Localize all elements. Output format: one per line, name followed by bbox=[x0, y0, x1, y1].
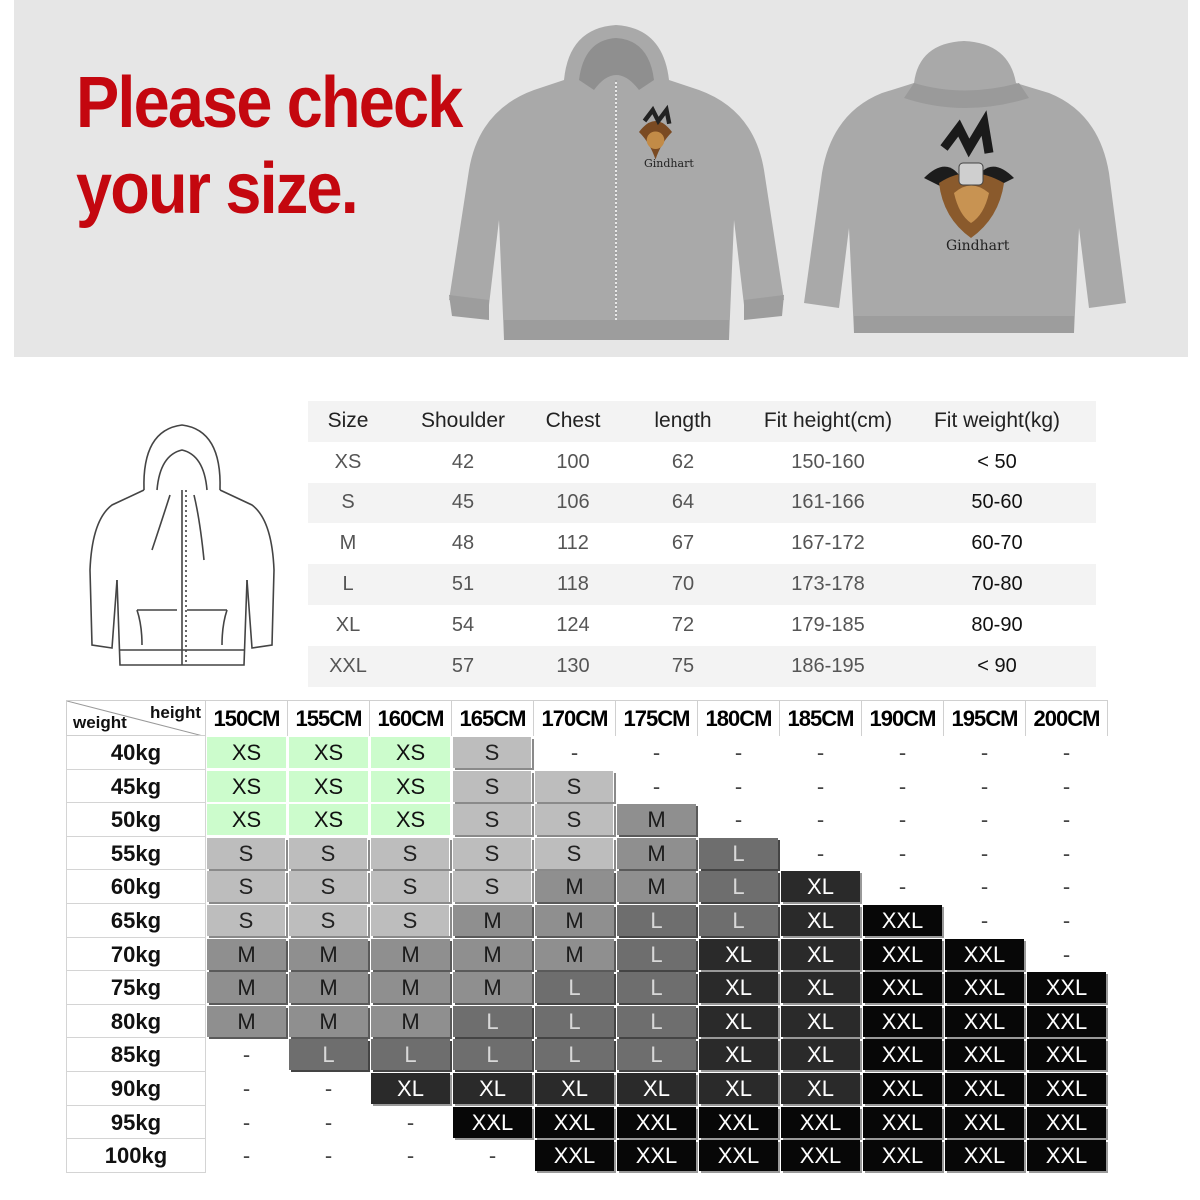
size-chart-cell: L bbox=[371, 1039, 450, 1070]
chart-corner bbox=[66, 700, 206, 736]
size-chart-cell: L bbox=[617, 905, 696, 936]
spec-cell: 45 bbox=[451, 491, 475, 514]
size-chart-cell: - bbox=[1062, 941, 1071, 967]
size-chart-cell: - bbox=[1062, 740, 1071, 765]
size-chart-cell: XS bbox=[289, 737, 368, 768]
spec-row-s bbox=[308, 483, 1096, 524]
size-chart-cell: - bbox=[242, 1143, 251, 1169]
size-chart-cell: - bbox=[734, 773, 743, 799]
size-chart-cell: M bbox=[289, 939, 368, 970]
weight-row-label: 90kg bbox=[66, 1072, 206, 1106]
size-chart-cell: S bbox=[535, 804, 614, 835]
size-chart-cell: - bbox=[980, 874, 989, 900]
size-chart-cell: - bbox=[1062, 840, 1071, 866]
spec-cell: 186-195 bbox=[791, 654, 865, 677]
spec-header-fit-height: Fit height(cm) bbox=[763, 409, 893, 433]
size-chart-cell: - bbox=[324, 1076, 333, 1101]
size-chart-cell: L bbox=[617, 972, 696, 1003]
height-header-cell: 180CM bbox=[698, 700, 780, 736]
spec-cell: M bbox=[339, 532, 357, 555]
spec-cell: 50-60 bbox=[971, 491, 1023, 514]
size-chart-cell: S bbox=[453, 871, 532, 902]
size-chart-cell: XL bbox=[781, 871, 860, 902]
size-chart-cell: S bbox=[371, 838, 450, 869]
size-chart-cell: XXL bbox=[945, 972, 1024, 1003]
spec-row-m bbox=[308, 523, 1096, 564]
spec-cell: 112 bbox=[557, 532, 589, 555]
size-chart-cell: M bbox=[289, 972, 368, 1003]
size-chart-cell: - bbox=[816, 840, 825, 866]
spec-cell: < 90 bbox=[977, 654, 1017, 677]
size-chart-cell: XS bbox=[289, 771, 368, 802]
size-chart-cell: - bbox=[898, 807, 907, 833]
size-chart-cell: XL bbox=[699, 972, 778, 1003]
size-chart-cell: XS bbox=[207, 737, 286, 768]
size-chart-cell: S bbox=[371, 871, 450, 902]
size-chart-cell: XL bbox=[781, 972, 860, 1003]
size-chart-cell: - bbox=[980, 908, 989, 933]
size-chart-cell: XL bbox=[699, 939, 778, 970]
spec-cell: 70 bbox=[671, 573, 695, 596]
spec-cell: 161-166 bbox=[791, 491, 865, 514]
weight-row-label: 50kg bbox=[66, 803, 206, 837]
spec-cell: 179-185 bbox=[791, 613, 865, 636]
size-chart-cell: S bbox=[453, 804, 532, 835]
size-chart-cell: - bbox=[570, 740, 579, 765]
headline-line-1: Please check bbox=[76, 63, 462, 143]
size-chart-cell: M bbox=[535, 871, 614, 902]
height-header-cell: 165CM bbox=[452, 700, 534, 736]
size-chart-cell: XXL bbox=[863, 905, 942, 936]
size-chart-cell: M bbox=[617, 804, 696, 835]
size-chart-cell: XXL bbox=[1027, 1140, 1106, 1171]
size-chart-cell: XL bbox=[781, 1073, 860, 1104]
spec-row-l bbox=[308, 564, 1096, 605]
size-chart-cell: XXL bbox=[945, 1039, 1024, 1070]
size-chart-cell: XS bbox=[289, 804, 368, 835]
spec-cell: 64 bbox=[671, 491, 695, 514]
size-chart-cell: XL bbox=[699, 1039, 778, 1070]
spec-cell: 100 bbox=[556, 450, 590, 473]
spec-cell: 72 bbox=[671, 613, 695, 636]
spec-cell: 75 bbox=[671, 654, 695, 677]
size-chart-cell: XXL bbox=[863, 1073, 942, 1104]
size-chart-cell: XL bbox=[699, 1006, 778, 1037]
spec-cell: XXL bbox=[329, 654, 367, 677]
size-chart-cell: XXL bbox=[1027, 1039, 1106, 1070]
size-chart-cell: M bbox=[207, 1006, 286, 1037]
spec-row-xs bbox=[308, 442, 1096, 483]
size-chart-cell: - bbox=[488, 1143, 497, 1169]
size-chart-cell: XXL bbox=[699, 1140, 778, 1171]
headline-line-2: your size. bbox=[76, 149, 357, 229]
size-chart-cell: - bbox=[816, 773, 825, 799]
size-chart-cell: XXL bbox=[863, 972, 942, 1003]
spec-cell: 57 bbox=[451, 654, 475, 677]
size-chart-cell: M bbox=[207, 939, 286, 970]
size-chart-cell: - bbox=[1062, 874, 1071, 900]
size-chart-cell: XXL bbox=[863, 1107, 942, 1138]
spec-cell: 48 bbox=[451, 532, 475, 555]
height-header-cell: 155CM bbox=[288, 700, 370, 736]
spec-cell: S bbox=[341, 491, 355, 514]
size-chart-cell: M bbox=[371, 939, 450, 970]
size-chart-cell: XS bbox=[371, 737, 450, 768]
size-chart-cell: - bbox=[406, 1109, 415, 1135]
size-chart-cell: S bbox=[207, 838, 286, 869]
spec-cell: 54 bbox=[451, 613, 475, 636]
spec-row-xxl bbox=[308, 646, 1096, 687]
spec-cell: L bbox=[342, 573, 354, 596]
size-chart-cell: - bbox=[734, 740, 743, 765]
size-chart-cell: XL bbox=[371, 1073, 450, 1104]
spec-cell: 42 bbox=[451, 450, 475, 473]
weight-row-label: 80kg bbox=[66, 1005, 206, 1039]
spec-cell: 62 bbox=[671, 450, 695, 473]
spec-cell: 124 bbox=[556, 613, 590, 636]
size-chart-cell: XXL bbox=[617, 1107, 696, 1138]
size-chart-cell: M bbox=[453, 972, 532, 1003]
size-chart-cell: XXL bbox=[453, 1107, 532, 1138]
height-header-cell: 185CM bbox=[780, 700, 862, 736]
spec-cell: < 50 bbox=[977, 450, 1017, 473]
size-chart-cell: M bbox=[535, 939, 614, 970]
size-chart-cell: - bbox=[980, 840, 989, 866]
size-chart-cell: M bbox=[371, 1006, 450, 1037]
size-chart-cell: XXL bbox=[699, 1107, 778, 1138]
weight-row-label: 65kg bbox=[66, 904, 206, 938]
size-chart-cell: XXL bbox=[863, 1039, 942, 1070]
spec-cell: 150-160 bbox=[791, 450, 865, 473]
size-chart-cell: L bbox=[617, 939, 696, 970]
size-chart-cell: - bbox=[652, 740, 661, 765]
size-chart-cell: - bbox=[734, 807, 743, 833]
size-chart-cell: XXL bbox=[945, 1107, 1024, 1138]
spec-header-shoulder: Shoulder bbox=[420, 409, 506, 433]
hoodie-back-photo bbox=[804, 38, 1129, 338]
spec-cell: XS bbox=[334, 450, 362, 473]
weight-row-label: 75kg bbox=[66, 971, 206, 1005]
size-chart-cell: M bbox=[453, 939, 532, 970]
size-chart-cell: S bbox=[289, 905, 368, 936]
weight-row-label: 45kg bbox=[66, 770, 206, 804]
size-chart-cell: XXL bbox=[781, 1140, 860, 1171]
spec-cell: 167-172 bbox=[791, 532, 865, 555]
height-header-cell: 190CM bbox=[862, 700, 944, 736]
height-header-cell: 160CM bbox=[370, 700, 452, 736]
size-chart-cell: M bbox=[371, 972, 450, 1003]
size-chart-cell: S bbox=[453, 737, 532, 768]
spec-header-length: length bbox=[654, 409, 712, 433]
product-banner bbox=[14, 0, 1188, 357]
size-chart-cell: S bbox=[207, 905, 286, 936]
size-chart-cell: XL bbox=[617, 1073, 696, 1104]
hoodie-sketch-icon bbox=[82, 420, 282, 675]
weight-row-label: 95kg bbox=[66, 1106, 206, 1140]
size-chart-cell: - bbox=[816, 740, 825, 765]
size-chart-cell: XXL bbox=[945, 939, 1024, 970]
size-chart-cell: - bbox=[898, 773, 907, 799]
spec-header-chest: Chest bbox=[545, 409, 601, 433]
size-chart-cell: - bbox=[1062, 807, 1071, 833]
size-chart-cell: L bbox=[617, 1039, 696, 1070]
size-chart-cell: XXL bbox=[535, 1107, 614, 1138]
size-chart-cell: XL bbox=[781, 1039, 860, 1070]
size-chart-cell: XL bbox=[535, 1073, 614, 1104]
size-chart-cell: M bbox=[535, 905, 614, 936]
spec-cell: 80-90 bbox=[971, 613, 1023, 636]
size-chart-cell: S bbox=[289, 871, 368, 902]
size-chart-cell: XL bbox=[781, 1006, 860, 1037]
size-chart-cell: S bbox=[371, 905, 450, 936]
corner-height-label: height bbox=[150, 703, 201, 722]
size-chart-cell: L bbox=[535, 972, 614, 1003]
size-chart-cell: M bbox=[617, 838, 696, 869]
size-chart-cell: S bbox=[207, 871, 286, 902]
size-chart-cell: S bbox=[535, 771, 614, 802]
height-header-cell: 150CM bbox=[206, 700, 288, 736]
size-chart-cell: XS bbox=[371, 771, 450, 802]
size-chart-cell: XL bbox=[699, 1073, 778, 1104]
size-chart-cell: XXL bbox=[945, 1073, 1024, 1104]
size-chart-cell: XL bbox=[781, 905, 860, 936]
spec-cell: 173-178 bbox=[791, 573, 865, 596]
weight-row-label: 70kg bbox=[66, 938, 206, 972]
spec-header-row bbox=[308, 401, 1096, 442]
size-chart-cell: L bbox=[699, 838, 778, 869]
back-emblem-text: Gindhart bbox=[946, 238, 1010, 254]
size-chart-cell: XS bbox=[207, 804, 286, 835]
size-chart-cell: L bbox=[453, 1039, 532, 1070]
size-chart-cell: XXL bbox=[781, 1107, 860, 1138]
spec-cell: 70-80 bbox=[971, 573, 1023, 596]
size-chart-cell: L bbox=[289, 1039, 368, 1070]
height-header-cell: 200CM bbox=[1026, 700, 1108, 736]
size-chart-cell: - bbox=[406, 1143, 415, 1169]
size-chart-cell: L bbox=[699, 905, 778, 936]
size-chart-cell: - bbox=[242, 1076, 251, 1101]
size-chart-cell: L bbox=[699, 871, 778, 902]
size-chart-cell: S bbox=[535, 838, 614, 869]
size-chart-cell: S bbox=[453, 838, 532, 869]
size-chart-cell: L bbox=[535, 1039, 614, 1070]
size-chart-cell: - bbox=[898, 874, 907, 900]
size-chart-cell: L bbox=[617, 1006, 696, 1037]
spec-header-size: Size bbox=[327, 409, 369, 433]
size-chart-cell: XXL bbox=[863, 1140, 942, 1171]
size-chart-cell: - bbox=[242, 1042, 251, 1068]
size-chart-cell: - bbox=[1062, 773, 1071, 799]
size-chart-cell: XXL bbox=[945, 1006, 1024, 1037]
size-chart-cell: M bbox=[289, 1006, 368, 1037]
size-chart-cell: XXL bbox=[535, 1140, 614, 1171]
size-chart-cell: L bbox=[453, 1006, 532, 1037]
spec-cell: XL bbox=[335, 613, 361, 636]
size-chart-cell: - bbox=[980, 773, 989, 799]
size-chart-cell: - bbox=[324, 1143, 333, 1169]
height-header-cell: 175CM bbox=[616, 700, 698, 736]
spec-row-xl bbox=[308, 605, 1096, 646]
size-chart-cell: XS bbox=[207, 771, 286, 802]
size-chart-cell: - bbox=[980, 807, 989, 833]
height-header-cell: 195CM bbox=[944, 700, 1026, 736]
front-emblem-text: Gindhart bbox=[644, 157, 694, 170]
size-chart-cell: - bbox=[242, 1109, 251, 1135]
size-chart-cell: L bbox=[535, 1006, 614, 1037]
size-chart-cell: - bbox=[898, 740, 907, 765]
size-chart-cell: - bbox=[324, 1109, 333, 1135]
spec-header-fit-weight: Fit weight(kg) bbox=[933, 409, 1061, 433]
size-chart-cell: XXL bbox=[1027, 1107, 1106, 1138]
size-chart-cell: S bbox=[289, 838, 368, 869]
corner-weight-label: weight bbox=[73, 713, 127, 732]
size-chart-cell: - bbox=[816, 807, 825, 833]
spec-cell: 51 bbox=[451, 573, 475, 596]
spec-cell: 67 bbox=[671, 532, 695, 555]
size-chart-cell: XXL bbox=[1027, 1073, 1106, 1104]
size-chart-cell: M bbox=[453, 905, 532, 936]
size-chart-cell: XL bbox=[453, 1073, 532, 1104]
size-chart-cell: XXL bbox=[1027, 972, 1106, 1003]
size-chart-cell: - bbox=[652, 773, 661, 799]
weight-row-label: 100kg bbox=[66, 1139, 206, 1173]
height-header-cell: 170CM bbox=[534, 700, 616, 736]
size-chart-cell: - bbox=[1062, 908, 1071, 933]
size-chart-cell: XXL bbox=[617, 1140, 696, 1171]
size-chart-cell: XXL bbox=[863, 939, 942, 970]
size-spec-table bbox=[308, 401, 1096, 687]
size-chart-cell: S bbox=[453, 771, 532, 802]
size-chart-cell: XXL bbox=[1027, 1006, 1106, 1037]
size-chart-cell: XXL bbox=[863, 1006, 942, 1037]
size-chart-cell: XS bbox=[371, 804, 450, 835]
weight-row-label: 85kg bbox=[66, 1038, 206, 1072]
size-chart-cell: - bbox=[898, 840, 907, 866]
size-chart-cell: XL bbox=[781, 939, 860, 970]
spec-cell: 130 bbox=[556, 654, 590, 677]
weight-row-label: 60kg bbox=[66, 870, 206, 904]
size-check-headline bbox=[76, 60, 462, 232]
weight-row-label: 55kg bbox=[66, 837, 206, 871]
size-chart-cell: M bbox=[617, 871, 696, 902]
spec-cell: 60-70 bbox=[971, 532, 1023, 555]
spec-cell: 106 bbox=[556, 491, 590, 514]
spec-cell: 118 bbox=[557, 573, 589, 596]
size-chart-cell: - bbox=[980, 740, 989, 765]
size-chart-cell: M bbox=[207, 972, 286, 1003]
size-chart-cell: XXL bbox=[945, 1140, 1024, 1171]
weight-row-label: 40kg bbox=[66, 736, 206, 770]
hoodie-front-photo bbox=[444, 20, 789, 345]
